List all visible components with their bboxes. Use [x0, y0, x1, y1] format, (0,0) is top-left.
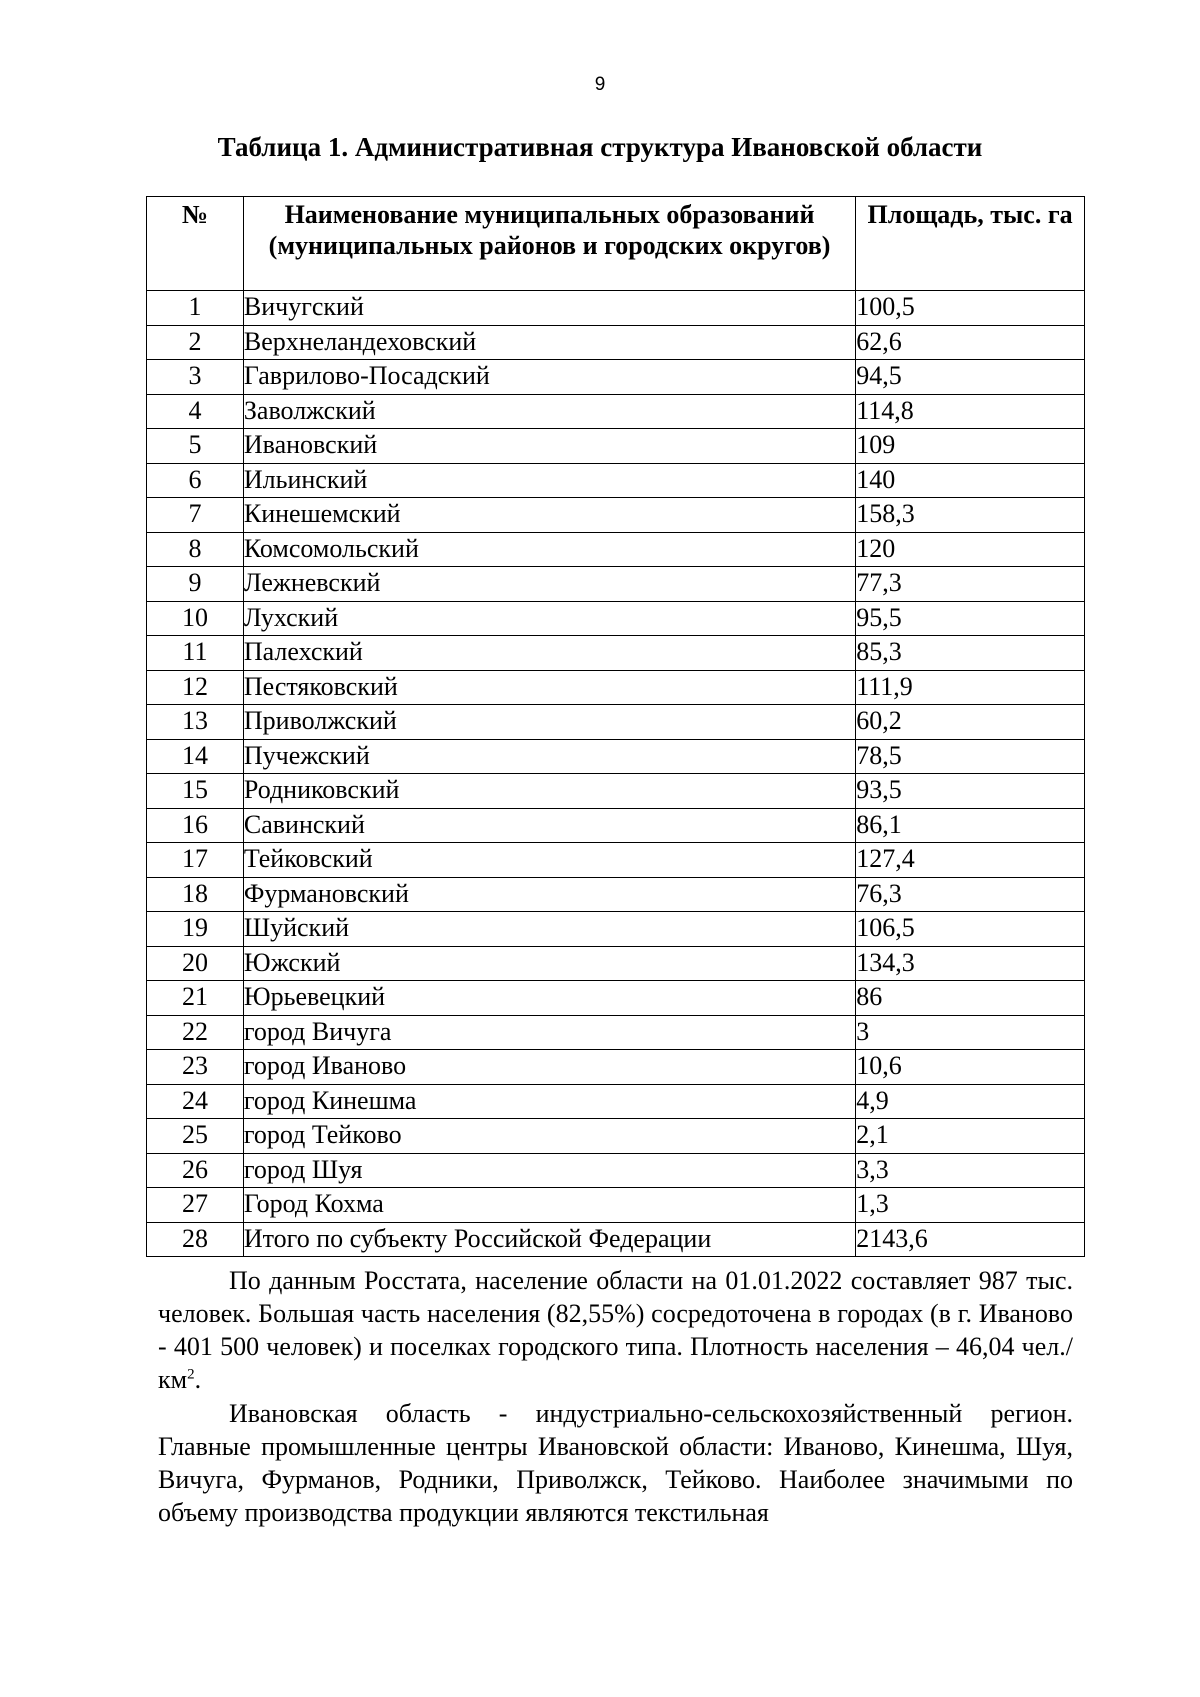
cell-name: Тейковский [243, 843, 855, 878]
paragraph-industry-text: Ивановская область - индустриально-сельскохозяйственный регион. Главные промышленные центры Ивановской области: Иваново, Кинешма, Шуя, Вичуга, Фурманов, Родники, Приволжск, Тейково. Наиболее значимыми по объему производства продукции являются текстильная [158, 1399, 1073, 1527]
table-row [147, 1084, 1085, 1119]
cell-name: Родниковский [243, 774, 855, 809]
cell-area: 114,8 [856, 394, 1085, 429]
cell-number: 28 [147, 1222, 244, 1257]
cell-area: 94,5 [856, 360, 1085, 395]
cell-name: город Тейково [243, 1119, 855, 1154]
table-header-row [147, 197, 1085, 291]
cell-number: 9 [147, 567, 244, 602]
cell-name: Лежневский [243, 567, 855, 602]
cell-number: 7 [147, 498, 244, 533]
cell-number: 19 [147, 912, 244, 947]
table-row [147, 567, 1085, 602]
cell-number: 5 [147, 429, 244, 464]
header-number: № [147, 197, 244, 291]
cell-number: 12 [147, 670, 244, 705]
paragraph-population [158, 1264, 1073, 1396]
cell-area: 10,6 [856, 1050, 1085, 1085]
cell-area: 100,5 [856, 291, 1085, 326]
cell-area: 140 [856, 463, 1085, 498]
cell-area: 106,5 [856, 912, 1085, 947]
table-row [147, 291, 1085, 326]
cell-number: 24 [147, 1084, 244, 1119]
table-row [147, 774, 1085, 809]
cell-area: 62,6 [856, 325, 1085, 360]
table-row [147, 670, 1085, 705]
header-name: Наименование муниципальных образований (муниципальных районов и городских округов) [243, 197, 855, 291]
table-row [147, 394, 1085, 429]
cell-area: 109 [856, 429, 1085, 464]
table-caption: Таблица 1. Административная структура Ивановской области [217, 132, 983, 162]
cell-number: 3 [147, 360, 244, 395]
table-row [147, 1050, 1085, 1085]
cell-area: 120 [856, 532, 1085, 567]
cell-area: 86 [856, 981, 1085, 1016]
cell-area: 158,3 [856, 498, 1085, 533]
paragraph-population-end: . [194, 1365, 202, 1394]
cell-name: Пучежский [243, 739, 855, 774]
cell-area: 1,3 [856, 1188, 1085, 1223]
cell-number: 11 [147, 636, 244, 671]
cell-number: 16 [147, 808, 244, 843]
cell-area: 77,3 [856, 567, 1085, 602]
table-row [147, 808, 1085, 843]
cell-name: Город Кохма [243, 1188, 855, 1223]
cell-name: Ивановский [243, 429, 855, 464]
cell-name: Комсомольский [243, 532, 855, 567]
cell-area: 60,2 [856, 705, 1085, 740]
cell-name: Савинский [243, 808, 855, 843]
cell-area: 2143,6 [856, 1222, 1085, 1257]
cell-number: 10 [147, 601, 244, 636]
cell-number: 4 [147, 394, 244, 429]
table-row [147, 463, 1085, 498]
cell-area: 86,1 [856, 808, 1085, 843]
table-row [147, 1188, 1085, 1223]
cell-name: Пестяковский [243, 670, 855, 705]
cell-number: 20 [147, 946, 244, 981]
cell-area: 127,4 [856, 843, 1085, 878]
cell-name: город Иваново [243, 1050, 855, 1085]
cell-number: 15 [147, 774, 244, 809]
table-row [147, 325, 1085, 360]
cell-number: 25 [147, 1119, 244, 1154]
cell-name: Гаврилово-Посадский [243, 360, 855, 395]
cell-number: 17 [147, 843, 244, 878]
table-row [147, 1222, 1085, 1257]
table-row [147, 1119, 1085, 1154]
cell-name: Шуйский [243, 912, 855, 947]
cell-area: 78,5 [856, 739, 1085, 774]
table-row [147, 739, 1085, 774]
cell-number: 13 [147, 705, 244, 740]
table-row [147, 877, 1085, 912]
table-row [147, 429, 1085, 464]
paragraph-population-text: По данным Росстата, население области на 01.01.2022 составляет 987 тыс. человек. Большая часть населения (82,55%) сосредоточена в городах (в г. Иваново - 401 500 человек) и поселках городского типа. Плотность населения – 46,04 чел./км [158, 1266, 1073, 1394]
cell-number: 2 [147, 325, 244, 360]
cell-number: 14 [147, 739, 244, 774]
superscript-2: 2 [187, 1366, 195, 1383]
cell-area: 93,5 [856, 774, 1085, 809]
cell-area: 4,9 [856, 1084, 1085, 1119]
table-row [147, 636, 1085, 671]
cell-area: 2,1 [856, 1119, 1085, 1154]
cell-name: Лухский [243, 601, 855, 636]
cell-number: 18 [147, 877, 244, 912]
cell-name: город Кинешма [243, 1084, 855, 1119]
cell-name: город Шуя [243, 1153, 855, 1188]
table-row [147, 360, 1085, 395]
cell-name: Заволжский [243, 394, 855, 429]
page-number: 9 [594, 74, 606, 95]
cell-area: 3 [856, 1015, 1085, 1050]
table-row [147, 946, 1085, 981]
table-row [147, 601, 1085, 636]
cell-area: 3,3 [856, 1153, 1085, 1188]
table-row [147, 532, 1085, 567]
cell-name: Приволжский [243, 705, 855, 740]
cell-area: 95,5 [856, 601, 1085, 636]
header-area: Площадь, тыс. га [856, 197, 1085, 291]
cell-name: город Вичуга [243, 1015, 855, 1050]
cell-number: 22 [147, 1015, 244, 1050]
cell-name: Ильинский [243, 463, 855, 498]
cell-name: Итого по субъекту Российской Федерации [243, 1222, 855, 1257]
cell-name: Палехский [243, 636, 855, 671]
paragraph-industry [158, 1397, 1073, 1529]
cell-area: 76,3 [856, 877, 1085, 912]
table-row [147, 1153, 1085, 1188]
cell-number: 27 [147, 1188, 244, 1223]
cell-name: Фурмановский [243, 877, 855, 912]
cell-number: 26 [147, 1153, 244, 1188]
table-body [147, 291, 1085, 1257]
cell-name: Вичугский [243, 291, 855, 326]
cell-name: Верхнеландеховский [243, 325, 855, 360]
cell-name: Южский [243, 946, 855, 981]
cell-number: 6 [147, 463, 244, 498]
cell-name: Кинешемский [243, 498, 855, 533]
table-row [147, 912, 1085, 947]
table-row [147, 1015, 1085, 1050]
cell-number: 8 [147, 532, 244, 567]
cell-area: 85,3 [856, 636, 1085, 671]
table-row [147, 705, 1085, 740]
table-row [147, 981, 1085, 1016]
cell-number: 23 [147, 1050, 244, 1085]
table-row [147, 843, 1085, 878]
administrative-structure-table [146, 196, 1085, 1257]
cell-name: Юрьевецкий [243, 981, 855, 1016]
cell-area: 134,3 [856, 946, 1085, 981]
cell-number: 21 [147, 981, 244, 1016]
table-row [147, 498, 1085, 533]
cell-area: 111,9 [856, 670, 1085, 705]
cell-number: 1 [147, 291, 244, 326]
